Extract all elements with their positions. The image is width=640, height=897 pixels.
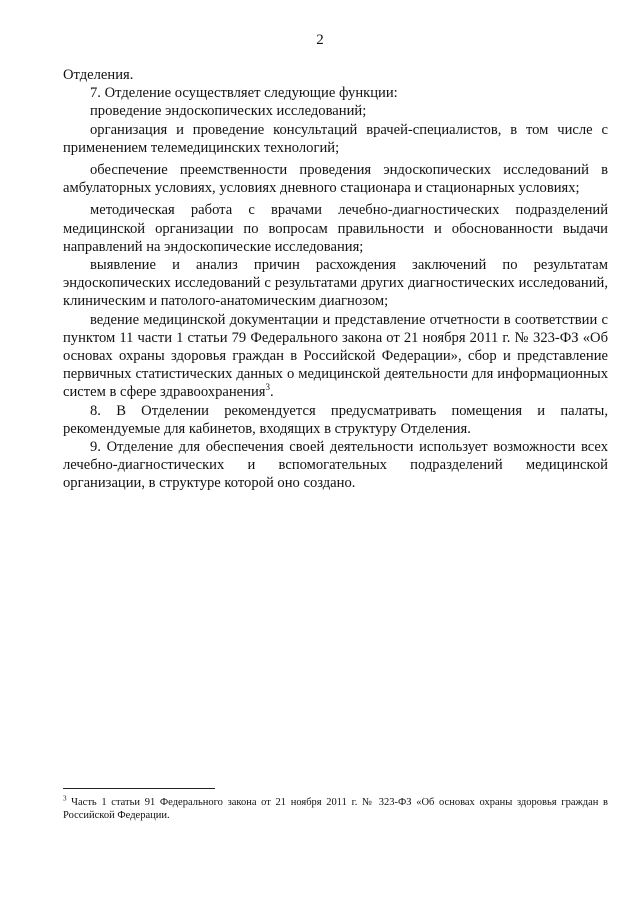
footnote-reference: 3 [265, 382, 270, 393]
paragraph-function-3: обеспечение преемственности проведения эндоскопических исследований в амбулаторных условиях, условиях дневного стационара и стационарных условиях; [63, 162, 608, 197]
paragraph-function-6 [63, 311, 608, 402]
paragraph-item-7: 7. Отделение осуществляет следующие функции: [90, 85, 398, 102]
paragraph-function-5: выявление и анализ причин расхождения заключений по результатам эндоскопических исследований с результатами других диагностических исследований, клиническим и патолого-анатомическим диагнозом; [63, 257, 608, 310]
paragraph-item-8: 8. В Отделении рекомендуется предусматривать помещения и палаты, рекомендуемые для кабинетов, входящих в структуру Отделения. [63, 402, 608, 437]
paragraph-function-6-text: ведение медицинской документации и представление отчетности в соответствии с пунктом 11 части 1 статьи 79 Федерального закона от 21 ноября 2011 г. № 323-ФЗ «Об основах охраны здоровья граждан в Российской Федерации», сбор и представление первичных статистических данных о медицинской деятельности для информационных систем в сфере здравоохранения [63, 311, 608, 401]
paragraph-function-4: методическая работа с врачами лечебно-диагностических подразделений медицинской организации по вопросам правильности и обоснованности выдачи направлений на эндоскопические исследования; [63, 202, 608, 255]
document-body [63, 66, 608, 493]
footnote-divider [63, 788, 215, 789]
paragraph-function-2: организация и проведение консультаций врачей-специалистов, в том числе с применением телемедицинских технологий; [63, 121, 608, 156]
paragraph-continuation: Отделения. [63, 67, 134, 83]
paragraph-function-1: проведение эндоскопических исследований; [90, 103, 367, 120]
page-number: 2 [316, 32, 324, 48]
paragraph-item-9: 9. Отделение для обеспечения своей деятельности использует возможности всех лечебно-диагностических и вспомогательных подразделений медицинской организации, в структуре которой оно создано. [63, 439, 608, 492]
footnote [63, 796, 608, 822]
footnote-text: Часть 1 статьи 91 Федерального закона от 21 ноября 2011 г. № 323-ФЗ «Об основах охраны здоровья граждан в Российской Федерации. [63, 797, 608, 821]
footnote-marker: 3 [63, 794, 67, 803]
paragraph-function-6-end: . [269, 384, 274, 401]
